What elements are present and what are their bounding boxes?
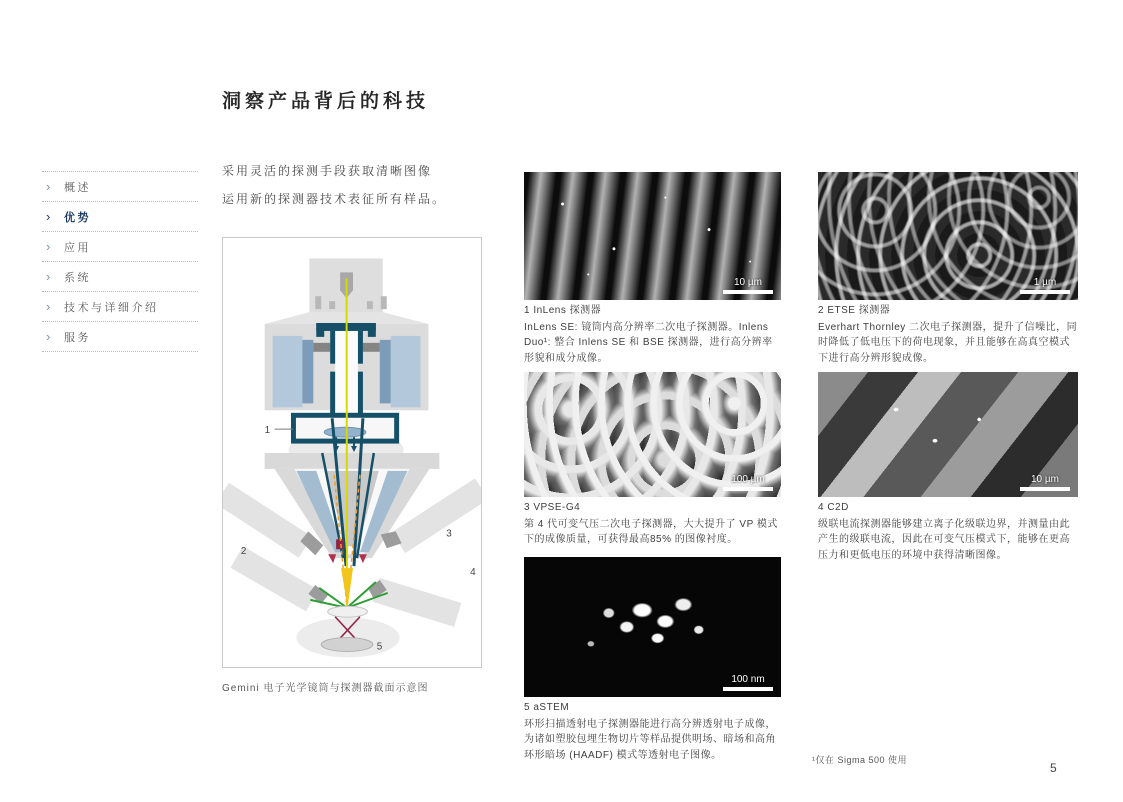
scale-bar	[723, 277, 773, 294]
gemini-column-diagram	[222, 237, 482, 668]
chevron-right-icon: ›	[46, 269, 51, 284]
diagram-label-2: 2	[240, 546, 247, 558]
sem-image-inlens	[524, 172, 781, 300]
scale-bar-label: 1 µm	[1033, 277, 1057, 288]
chevron-right-icon: ›	[46, 239, 51, 254]
figure-title: 5 aSTEM	[524, 702, 570, 713]
chevron-right-icon: ›	[46, 209, 51, 224]
figure-caption-c2d	[818, 500, 1080, 563]
page-number: 5	[1050, 761, 1057, 775]
scale-bar-label: 100 µm	[731, 474, 765, 485]
sidebar-item-label: 系统	[64, 271, 91, 284]
scale-bar	[1020, 277, 1070, 294]
sem-image-vpse-g4	[524, 372, 781, 497]
intro-line-1: 采用灵活的探测手段获取清晰图像	[222, 164, 433, 178]
sidebar-item-label: 概述	[64, 181, 91, 194]
figure-caption-astem	[524, 700, 782, 763]
diagram-label-5: 5	[376, 641, 383, 653]
intro-text	[222, 157, 446, 213]
figure-caption-inlens	[524, 303, 782, 366]
footnote: ¹仅在 Sigma 500 使用	[812, 755, 908, 765]
sidebar-item-label: 技术与详细介绍	[64, 301, 159, 314]
sem-image-etse	[818, 172, 1078, 300]
diagram-label-4: 4	[470, 567, 476, 579]
figure-title: 2 ETSE 探测器	[818, 305, 891, 316]
scale-bar-line	[723, 487, 773, 491]
sidebar-item-advantages[interactable]	[42, 202, 198, 232]
sidebar-item-overview[interactable]	[42, 172, 198, 202]
figure-caption-text: 环形扫描透射电子探测器能进行高分辨透射电子成像，为诸如塑胶包埋生物切片等样品提供明场、暗场和高角环形暗场 (HAADF) 模式等透射电子图像。	[524, 718, 776, 761]
scale-bar-label: 10 µm	[1031, 474, 1059, 485]
scale-bar-line	[723, 687, 773, 691]
sidebar-item-applications[interactable]	[42, 232, 198, 262]
figure-caption-text: InLens SE: 镜筒内高分辨率二次电子探测器。Inlens Duo¹: 整合 Inlens SE 和 BSE 探测器，进行高分辨率形貌和成分成像。	[524, 321, 773, 364]
sidebar-nav	[42, 171, 198, 352]
sidebar-item-technical-details[interactable]	[42, 292, 198, 322]
figure-title: 1 InLens 探测器	[524, 305, 602, 316]
sidebar-item-label: 服务	[64, 331, 91, 344]
scale-bar	[1020, 474, 1070, 491]
diagram-label-1: 1	[264, 425, 271, 437]
figure-title: 4 C2D	[818, 502, 849, 513]
diagram-label-3: 3	[446, 528, 452, 540]
scale-bar-label: 10 µm	[734, 277, 762, 288]
sidebar-item-service[interactable]	[42, 322, 198, 352]
scale-bar-line	[1020, 487, 1070, 491]
figure-caption-text: 第 4 代可变气压二次电子探测器，大大提升了 VP 模式下的成像质量，可获得最高85% 的图像衬度。	[524, 518, 778, 545]
sem-image-c2d	[818, 372, 1078, 497]
intro-line-2: 运用新的探测器技术表征所有样品。	[222, 192, 447, 206]
scale-bar	[723, 474, 773, 491]
scale-bar-label: 100 nm	[731, 674, 765, 685]
figure-caption-vpse-g4	[524, 500, 782, 548]
chevron-right-icon: ›	[46, 299, 51, 314]
gemini-column-schematic-svg	[223, 238, 481, 667]
scale-bar-line	[723, 290, 773, 294]
chevron-right-icon: ›	[46, 329, 51, 344]
sidebar-item-systems[interactable]	[42, 262, 198, 292]
figure-caption-text: 级联电流探测器能够建立离子化级联边界，并测量由此产生的级联电流，因此在可变气压模式下，能够在更高压力和更低电压的环境中获得清晰图像。	[818, 518, 1070, 561]
figure-title: 3 VPSE-G4	[524, 502, 581, 513]
figure-caption-text: Everhart Thornley 二次电子探测器，提升了信噪比，同时降低了低电压下的荷电现象，并且能够在高真空模式下进行高分辨形貌成像。	[818, 321, 1078, 364]
scale-bar-line	[1020, 290, 1070, 294]
sem-image-astem	[524, 557, 781, 697]
diagram-caption: Gemini 电子光学镜筒与探测器截面示意图	[222, 683, 429, 694]
scale-bar	[723, 674, 773, 691]
sidebar-item-label: 优势	[64, 211, 91, 224]
page-title: 洞察产品背后的科技	[222, 91, 430, 112]
figure-caption-etse	[818, 303, 1080, 366]
sidebar-item-label: 应用	[64, 241, 91, 254]
chevron-right-icon: ›	[46, 179, 51, 194]
